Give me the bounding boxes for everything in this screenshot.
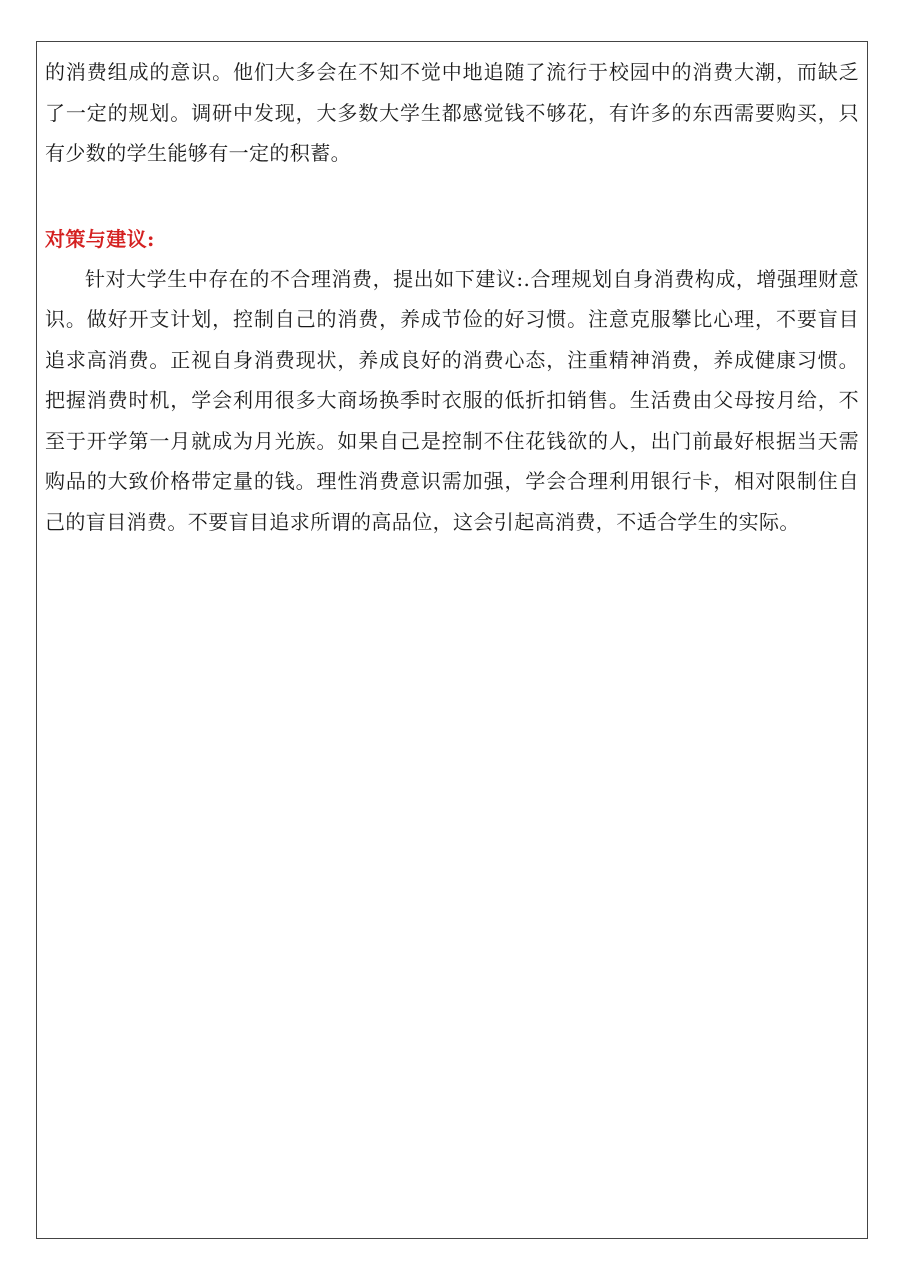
document-content — [45, 52, 859, 542]
section-heading: 对策与建议: — [45, 226, 155, 251]
section-body-paragraph: 针对大学生中存在的不合理消费，提出如下建议:.合理规划自身消费构成，增强理财意识。做好开支计划，控制自己的消费，养成节俭的好习惯。注意克服攀比心理，不要盲目追求高消费。正视自身消费现状，养成良好的消费心态，注重精神消费，养成健康习惯。把握消费时机，学会利用很多大商场换季时衣服的低折扣销售。生活费由父母按月给，不至于开学第一月就成为月光族。如果自己是控制不住花钱欲的人，出门前最好根据当天需购品的大致价格带定量的钱。理性消费意识需加强，学会合理利用银行卡，相对限制住自己的盲目消费。不要盲目追求所谓的高品位，这会引起高消费，不适合学生的实际。 — [45, 266, 859, 534]
page-frame — [36, 41, 868, 1239]
intro-paragraph: 的消费组成的意识。他们大多会在不知不觉中地追随了流行于校园中的消费大潮，而缺乏了一定的规划。调研中发现，大多数大学生都感觉钱不够花，有许多的东西需要购买，只有少数的学生能够有一定的积蓄。 — [45, 60, 859, 165]
